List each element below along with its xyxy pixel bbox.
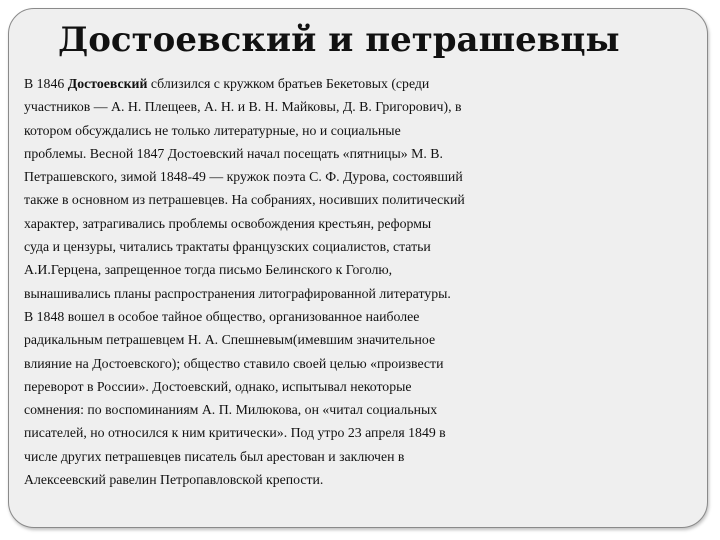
text-line <box>24 142 714 165</box>
slide-body-text <box>24 72 714 491</box>
text-segment: сомнения: по воспоминаниям А. П. Милюкова, он «читал социальных <box>24 402 438 418</box>
text-line <box>24 235 714 258</box>
text-line <box>24 188 714 211</box>
text-line <box>24 165 714 188</box>
text-segment: писателей, но относился к ним критически». Под утро 23 апреля 1849 в <box>24 425 446 441</box>
text-segment: также в основном из петрашевцев. На собраниях, носивших политический <box>24 192 465 208</box>
emphasized-name: Достоевский <box>67 76 148 91</box>
text-segment: вынашивались планы распространения литографированной литературы. <box>24 285 451 301</box>
text-segment: Петрашевского, зимой 1848-49 — кружок поэта С. Ф. Дурова, состоявший <box>24 169 463 185</box>
text-segment: радикальным петрашевцем Н. А. Спешневым(имевшим значительное <box>24 332 436 348</box>
text-line <box>24 398 714 421</box>
text-line <box>24 328 714 351</box>
slide-title: Достоевский и петрашевцы <box>58 20 620 60</box>
text-line <box>24 72 714 95</box>
text-segment: характер, затрагивались проблемы освобождения крестьян, реформы <box>24 215 432 231</box>
text-segment: сблизился с кружком братьев Бекетовых (среди <box>147 76 430 91</box>
text-line <box>24 375 714 398</box>
text-segment: участников — А. Н. Плещеев, А. Н. и В. Н. Майковы, Д. В. Григорович), в <box>24 99 462 115</box>
text-line <box>24 305 714 328</box>
text-segment: В 1846 <box>24 76 68 91</box>
text-line <box>24 445 714 468</box>
text-segment: влияние на Достоевского); общество ставило своей целью «произвести <box>24 355 444 371</box>
text-segment: котором обсуждались не только литературные, но и социальные <box>24 122 401 138</box>
text-line <box>24 258 714 281</box>
text-segment: В 1848 вошел в особое тайное общество, организованное наиболее <box>24 308 420 324</box>
text-segment: переворот в России». Достоевский, однако, испытывал некоторые <box>24 378 412 394</box>
text-line <box>24 468 714 491</box>
text-line <box>24 212 714 235</box>
text-segment: Алексеевский равелин Петропавловской крепости. <box>24 472 324 488</box>
text-segment: суда и цензуры, читались трактаты французских социалистов, статьи <box>24 239 431 255</box>
text-line <box>24 119 714 142</box>
text-line <box>24 352 714 375</box>
text-line <box>24 95 714 118</box>
text-segment: числе других петрашевцев писатель был арестован и заключен в <box>24 448 405 464</box>
text-line <box>24 421 714 444</box>
text-segment: проблемы. Весной 1847 Достоевский начал посещать «пятницы» М. В. <box>24 145 443 161</box>
text-segment: А.И.Герцена, запрещенное тогда письмо Белинского к Гоголю, <box>24 262 393 278</box>
text-line <box>24 282 714 305</box>
